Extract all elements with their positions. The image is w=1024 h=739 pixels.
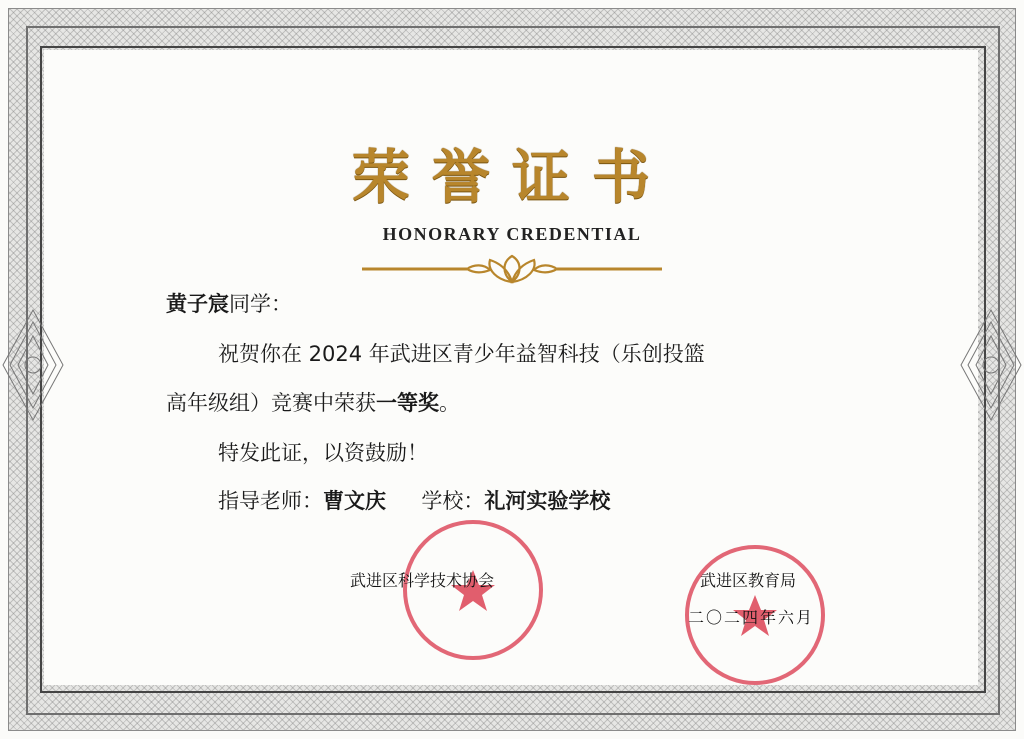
body-line-3: 特发此证，以资鼓励！ (218, 441, 428, 465)
recipient-name: 黄子宸 (166, 292, 229, 316)
lotus-divider-icon (362, 252, 662, 286)
issue-date: 二〇二四年六月 (688, 608, 815, 627)
body-line-2 (166, 387, 460, 417)
recipient-line (166, 288, 292, 318)
certificate-subtitle: HONORARY CREDENTIAL (382, 224, 642, 244)
school-name: 礼河实验学校 (484, 489, 611, 513)
right-ornament-icon (956, 300, 1024, 430)
teacher-name: 曹文庆 (323, 489, 386, 513)
recipient-suffix: 同学： (229, 292, 292, 316)
issuer-left: 武进区科学技术协会 (350, 571, 495, 590)
school-label: 学校： (421, 489, 485, 513)
award-name: 一等奖 (376, 391, 439, 415)
certificate-title: 荣誉证书 (351, 143, 672, 211)
issuer-right: 武进区教育局 (700, 571, 797, 590)
teacher-label: 指导老师： (218, 489, 323, 513)
left-ornament-icon (0, 300, 68, 430)
teacher-school-line (218, 485, 610, 515)
body-line-2-suffix: 。 (439, 391, 460, 415)
body-line-1: 祝贺你在 2024 年武进区青少年益智科技（乐创投篮 (218, 342, 705, 366)
body-line-2-prefix: 高年级组）竞赛中荣获 (166, 391, 376, 415)
